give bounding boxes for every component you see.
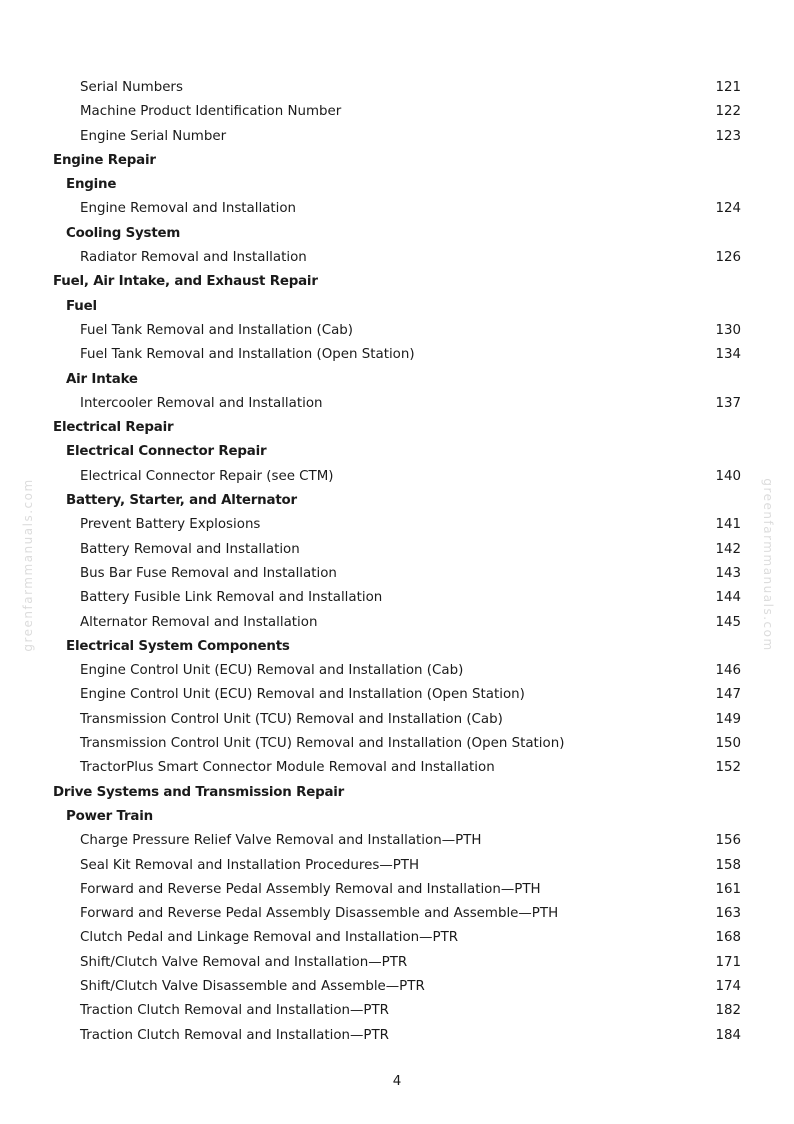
toc-entry[interactable] (0, 125, 794, 149)
toc-entry-title: Alternator Removal and Installation (80, 614, 318, 630)
toc-entry[interactable] (0, 999, 794, 1023)
toc-entry-title: Engine Serial Number (80, 128, 227, 144)
toc-entry-page-number: 150 (715, 736, 741, 752)
toc-entry[interactable] (0, 513, 794, 537)
toc-entry-page-number: 137 (715, 395, 741, 411)
toc-entry-page-number: 126 (715, 250, 741, 266)
toc-entry-page-number: 174 (715, 978, 741, 994)
toc-entry[interactable] (0, 732, 794, 756)
toc-entry-title: Fuel (66, 298, 97, 314)
toc-entry-title: Electrical System Components (66, 638, 290, 654)
toc-entry-page-number: 145 (715, 614, 741, 630)
toc-subsection-heading[interactable] (0, 440, 794, 464)
toc-entry-title: Prevent Battery Explosions (80, 517, 261, 533)
toc-entry-title: Clutch Pedal and Linkage Removal and Installation—PTR (80, 930, 459, 946)
toc-entry[interactable] (0, 586, 794, 610)
toc-entry[interactable] (0, 951, 794, 975)
toc-section-heading[interactable] (0, 270, 794, 294)
toc-subsection-heading[interactable] (0, 295, 794, 319)
toc-entry-page-number: 158 (715, 857, 741, 873)
toc-entry-page-number: 149 (715, 711, 741, 727)
toc-entry[interactable] (0, 683, 794, 707)
toc-entry[interactable] (0, 319, 794, 343)
toc-entry-title: TractorPlus Smart Connector Module Removal and Installation (80, 760, 495, 776)
toc-entry[interactable] (0, 538, 794, 562)
toc-entry[interactable] (0, 829, 794, 853)
toc-entry[interactable] (0, 246, 794, 270)
toc-entry-title: Serial Numbers (80, 80, 183, 95)
toc-entry[interactable] (0, 902, 794, 926)
toc-entry-title: Power Train (66, 808, 153, 824)
toc-entry-page-number: 161 (715, 881, 741, 897)
toc-entry-page-number: 134 (715, 347, 741, 363)
toc-entry-page-number: 122 (715, 104, 741, 120)
toc-entry-page-number: 141 (715, 517, 741, 533)
toc-entry[interactable] (0, 854, 794, 878)
toc-entry-title: Engine Control Unit (ECU) Removal and Installation (Cab) (80, 663, 464, 679)
toc-subsection-heading[interactable] (0, 368, 794, 392)
toc-entry-title: Fuel Tank Removal and Installation (Open Station) (80, 347, 415, 363)
toc-entry-title: Traction Clutch Removal and Installation—PTR (80, 1027, 389, 1043)
toc-entry-title: Shift/Clutch Valve Disassemble and Assemble—PTR (80, 978, 425, 994)
toc-subsection-heading[interactable] (0, 805, 794, 829)
toc-entry-page-number: 143 (715, 565, 741, 581)
toc-entry-page-number: 184 (715, 1027, 741, 1043)
toc-entry[interactable] (0, 1024, 794, 1048)
toc-entry-page-number: 171 (715, 954, 741, 970)
toc-entry[interactable] (0, 100, 794, 124)
toc-entry-title: Engine Control Unit (ECU) Removal and Installation (Open Station) (80, 687, 525, 703)
toc-entry[interactable] (0, 659, 794, 683)
toc-entry-page-number: 163 (715, 906, 741, 922)
toc-entry-title: Battery, Starter, and Alternator (66, 493, 297, 509)
toc-section-heading[interactable] (0, 149, 794, 173)
table-of-contents (0, 76, 794, 1048)
toc-entry-title: Machine Product Identification Number (80, 104, 342, 120)
toc-entry-title: Electrical Connector Repair (66, 444, 267, 460)
toc-entry[interactable] (0, 975, 794, 999)
toc-entry-title: Intercooler Removal and Installation (80, 395, 323, 411)
toc-entry-page-number: 182 (715, 1003, 741, 1019)
toc-entry-title: Air Intake (66, 371, 138, 387)
toc-entry-page-number: 168 (715, 930, 741, 946)
toc-entry[interactable] (0, 611, 794, 635)
toc-section-heading[interactable] (0, 781, 794, 805)
toc-entry-title: Transmission Control Unit (TCU) Removal and Installation (Cab) (80, 711, 503, 727)
toc-entry-title: Fuel, Air Intake, and Exhaust Repair (53, 274, 318, 290)
toc-entry-title: Shift/Clutch Valve Removal and Installation—PTR (80, 954, 408, 970)
page-number: 4 (392, 1074, 402, 1089)
toc-entry-title: Traction Clutch Removal and Installation—PTR (80, 1003, 389, 1019)
toc-entry-title: Cooling System (66, 225, 181, 241)
toc-entry-title: Electrical Repair (53, 420, 174, 436)
toc-entry-title: Battery Fusible Link Removal and Installation (80, 590, 383, 606)
toc-entry-page-number: 147 (715, 687, 741, 703)
toc-entry[interactable] (0, 708, 794, 732)
toc-entry-title: Bus Bar Fuse Removal and Installation (80, 565, 337, 581)
toc-entry-page-number: 130 (715, 322, 741, 338)
toc-entry-page-number: 142 (715, 541, 741, 557)
toc-entry-title: Engine Repair (53, 152, 156, 168)
toc-entry[interactable] (0, 197, 794, 221)
watermark-left: greenfarmmanuals.com (21, 478, 35, 652)
toc-entry-title: Seal Kit Removal and Installation Procedures—PTH (80, 857, 420, 873)
toc-entry-page-number: 121 (715, 80, 741, 95)
toc-entry-title: Engine (66, 177, 117, 193)
toc-entry[interactable] (0, 465, 794, 489)
toc-entry-page-number: 146 (715, 663, 741, 679)
toc-entry-title: Electrical Connector Repair (see CTM) (80, 468, 334, 484)
toc-entry[interactable] (0, 343, 794, 367)
toc-subsection-heading[interactable] (0, 173, 794, 197)
toc-entry[interactable] (0, 562, 794, 586)
toc-entry-page-number: 152 (715, 760, 741, 776)
toc-entry-title: Engine Removal and Installation (80, 201, 297, 217)
toc-entry[interactable] (0, 756, 794, 780)
toc-entry-page-number: 123 (715, 128, 741, 144)
toc-entry-title: Transmission Control Unit (TCU) Removal and Installation (Open Station) (80, 736, 565, 752)
toc-entry-title: Radiator Removal and Installation (80, 250, 307, 266)
toc-entry[interactable] (0, 878, 794, 902)
toc-entry-title: Fuel Tank Removal and Installation (Cab) (80, 322, 353, 338)
toc-entry-title: Battery Removal and Installation (80, 541, 300, 557)
watermark-right: greenfarmmanuals.com (761, 478, 775, 652)
toc-entry-page-number: 156 (715, 833, 741, 849)
toc-entry[interactable] (0, 76, 794, 100)
toc-entry[interactable] (0, 926, 794, 950)
toc-section-heading[interactable] (0, 416, 794, 440)
toc-entry[interactable] (0, 392, 794, 416)
toc-subsection-heading[interactable] (0, 489, 794, 513)
toc-entry-title: Charge Pressure Relief Valve Removal and Installation—PTH (80, 833, 482, 849)
toc-entry-title: Drive Systems and Transmission Repair (53, 784, 345, 800)
toc-entry-title: Forward and Reverse Pedal Assembly Removal and Installation—PTH (80, 881, 541, 897)
toc-entry-page-number: 124 (715, 201, 741, 217)
toc-entry-page-number: 144 (715, 590, 741, 606)
toc-subsection-heading[interactable] (0, 222, 794, 246)
toc-entry-title: Forward and Reverse Pedal Assembly Disassemble and Assemble—PTH (80, 906, 559, 922)
toc-entry-page-number: 140 (715, 468, 741, 484)
toc-subsection-heading[interactable] (0, 635, 794, 659)
